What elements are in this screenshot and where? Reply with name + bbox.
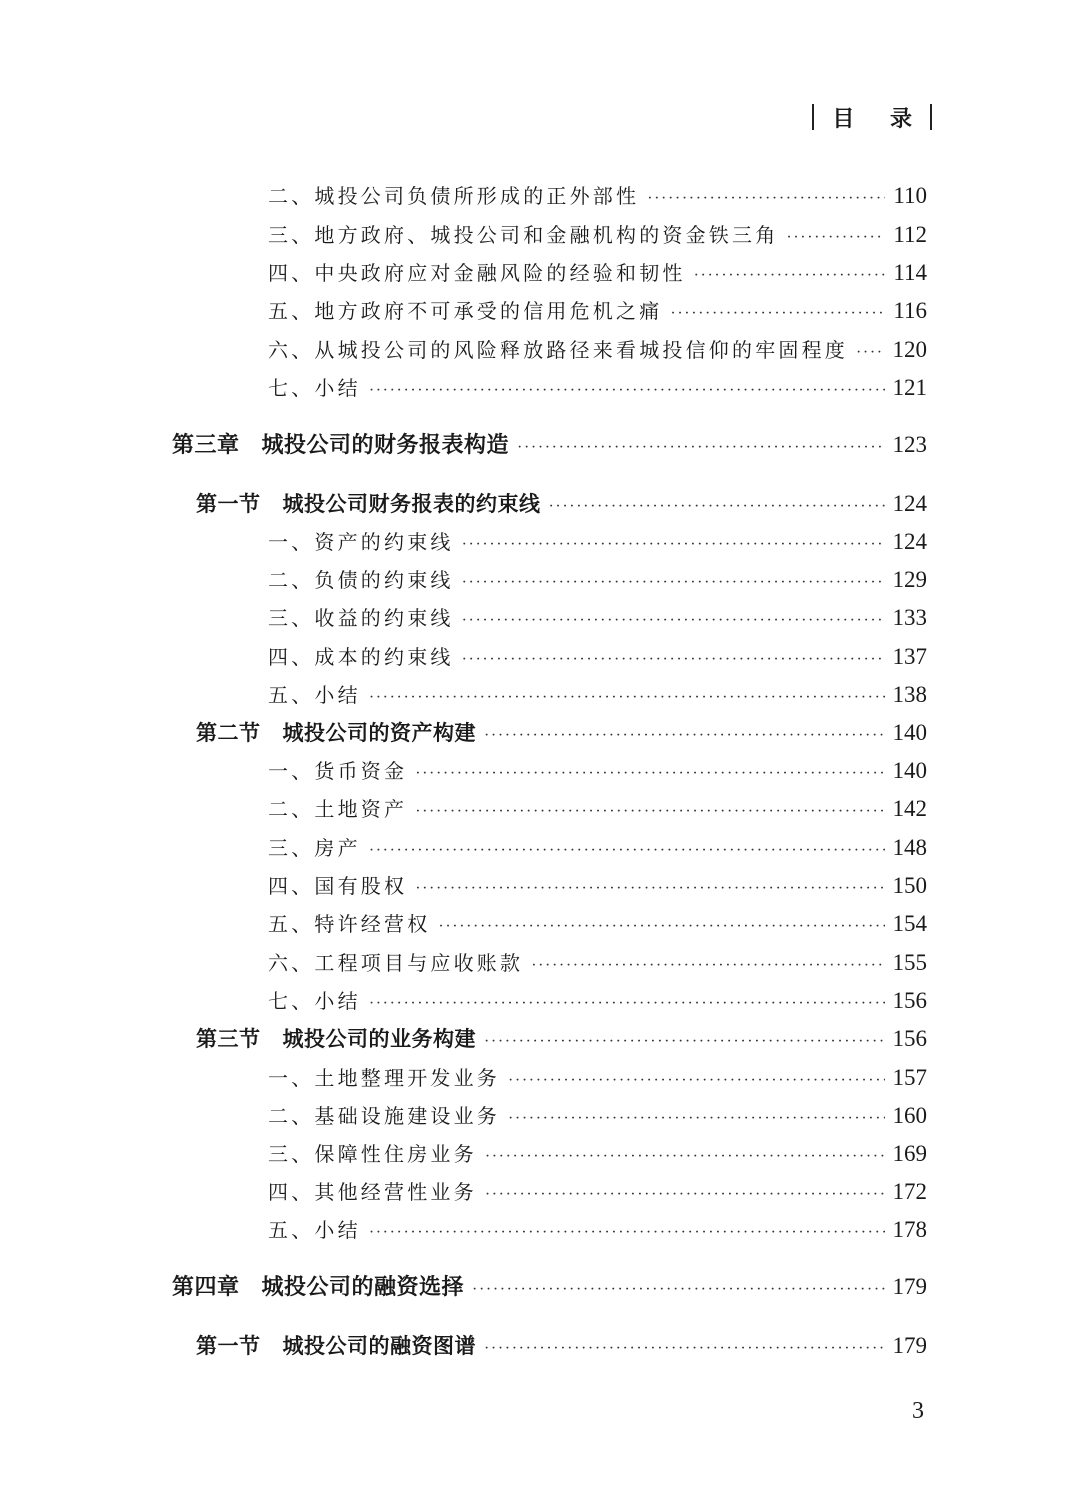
running-head-right-rule <box>930 104 932 130</box>
dot-leader <box>415 871 885 907</box>
toc-item-entry[interactable] <box>268 1060 927 1096</box>
toc-section-number: 第一节 <box>196 491 261 516</box>
toc-page-number: 116 <box>893 298 927 323</box>
toc-section-entry[interactable] <box>196 486 927 522</box>
dot-leader <box>786 220 885 256</box>
toc-item-label: 五、小结 <box>268 683 361 707</box>
toc-item-label: 一、货币资金 <box>268 759 408 783</box>
toc-section-entry[interactable] <box>196 1021 927 1057</box>
dot-leader <box>369 680 885 716</box>
dot-leader <box>415 756 885 792</box>
toc-page-number: 140 <box>892 758 927 783</box>
toc-item-label: 六、工程项目与应收账款 <box>268 951 524 975</box>
toc-item-entry[interactable] <box>268 600 927 636</box>
toc-item-entry[interactable] <box>268 639 927 675</box>
toc-section-number: 第二节 <box>196 720 261 745</box>
toc-page-number: 137 <box>892 644 927 669</box>
toc-page-number: 178 <box>892 1217 927 1242</box>
running-head <box>812 100 932 134</box>
toc-section-title: 城投公司的融资图谱 <box>282 1333 476 1358</box>
toc-item-entry[interactable] <box>268 945 927 981</box>
toc-chapter-title: 城投公司的融资选择 <box>261 1274 465 1300</box>
toc-page-number: 120 <box>892 337 927 362</box>
toc-item-entry[interactable] <box>268 1174 927 1210</box>
toc-item-label: 三、收益的约束线 <box>268 606 454 630</box>
toc-section-number: 第一节 <box>196 1333 261 1358</box>
dot-leader <box>485 1139 885 1175</box>
toc-page-number: 140 <box>892 720 927 745</box>
toc-page-number: 129 <box>892 567 927 592</box>
toc-item-entry[interactable] <box>268 868 927 904</box>
toc-item-entry[interactable] <box>268 332 927 368</box>
toc-item-entry[interactable] <box>268 293 927 329</box>
dot-leader <box>369 833 885 869</box>
toc-page-number: 112 <box>893 222 927 247</box>
dot-leader <box>485 1177 885 1213</box>
toc-page-number: 172 <box>892 1179 927 1204</box>
toc-section-heading <box>196 1021 476 1057</box>
dot-leader <box>670 296 885 332</box>
toc-item-entry[interactable] <box>268 791 927 827</box>
dot-leader <box>517 430 885 466</box>
toc-item-label: 七、小结 <box>268 989 361 1013</box>
toc-page-number: 121 <box>892 375 927 400</box>
dot-leader <box>647 181 885 217</box>
toc-page-number: 142 <box>892 796 927 821</box>
dot-leader <box>508 1101 885 1137</box>
toc-item-label: 四、成本的约束线 <box>268 645 454 669</box>
toc-item-entry[interactable] <box>268 1136 927 1172</box>
toc-page-number: 156 <box>892 1026 927 1051</box>
toc-item-label: 六、从城投公司的风险释放路径来看城投信仰的牢固程度 <box>268 338 848 362</box>
toc-item-label: 一、资产的约束线 <box>268 530 454 554</box>
dot-leader <box>531 948 885 984</box>
toc-page-number: 179 <box>892 1274 927 1299</box>
toc-section-heading <box>196 715 476 751</box>
toc-section-title: 城投公司的资产构建 <box>282 720 476 745</box>
dot-leader <box>462 565 885 601</box>
dot-leader <box>462 642 885 678</box>
toc-item-entry[interactable] <box>268 370 927 406</box>
toc-page-number: 156 <box>892 988 927 1013</box>
toc-item-entry[interactable] <box>268 753 927 789</box>
toc-item-label: 二、土地资产 <box>268 797 408 821</box>
toc-item-label: 三、保障性住房业务 <box>268 1142 477 1166</box>
dot-leader <box>508 1063 885 1099</box>
toc-section-title: 城投公司的业务构建 <box>282 1026 476 1051</box>
toc-chapter-heading <box>172 1269 464 1305</box>
toc-item-label: 二、城投公司负债所形成的正外部性 <box>268 184 640 208</box>
toc-chapter-entry[interactable] <box>172 1269 927 1305</box>
toc-page-number: 155 <box>892 950 927 975</box>
toc-section-heading <box>196 1328 476 1364</box>
toc-page-number: 160 <box>892 1103 927 1128</box>
toc-chapter-title: 城投公司的财务报表构造 <box>261 432 510 458</box>
dot-leader <box>484 1024 885 1060</box>
dot-leader <box>484 1331 885 1367</box>
toc-item-entry[interactable] <box>268 677 927 713</box>
toc-item-entry[interactable] <box>268 178 927 214</box>
toc-page-number: 169 <box>892 1141 927 1166</box>
running-head-left-rule <box>812 104 814 130</box>
toc-item-entry[interactable] <box>268 983 927 1019</box>
toc-item-label: 二、基础设施建设业务 <box>268 1104 500 1128</box>
toc-item-label: 五、地方政府不可承受的信用危机之痛 <box>268 299 663 323</box>
toc-item-label: 四、国有股权 <box>268 874 408 898</box>
dot-leader <box>462 603 885 639</box>
dot-leader <box>369 1215 885 1251</box>
toc-item-label: 五、特许经营权 <box>268 912 431 936</box>
toc-item-label: 七、小结 <box>268 376 361 400</box>
toc-chapter-heading <box>172 427 509 463</box>
dot-leader <box>415 794 885 830</box>
dot-leader <box>856 335 885 371</box>
toc-section-entry[interactable] <box>196 1328 927 1364</box>
toc-item-entry[interactable] <box>268 1098 927 1134</box>
toc-page-number: 110 <box>893 183 927 208</box>
toc-page-number: 114 <box>893 260 927 285</box>
dot-leader <box>438 909 885 945</box>
page-number: 3 <box>912 1398 924 1424</box>
dot-leader <box>484 718 885 754</box>
toc-item-entry[interactable] <box>268 524 927 560</box>
toc-section-number: 第三节 <box>196 1026 261 1051</box>
toc-item-entry[interactable] <box>268 562 927 598</box>
dot-leader <box>694 258 885 294</box>
toc-item-label: 五、小结 <box>268 1218 361 1242</box>
toc-section-heading <box>196 486 541 522</box>
toc-page-number: 157 <box>892 1065 927 1090</box>
dot-leader <box>369 986 885 1022</box>
toc-section-title: 城投公司财务报表的约束线 <box>282 491 541 516</box>
toc-chapter-number: 第三章 <box>172 432 240 458</box>
toc-item-entry[interactable] <box>268 1212 927 1248</box>
toc-item-label: 四、其他经营性业务 <box>268 1180 477 1204</box>
toc-page-number: 150 <box>892 873 927 898</box>
running-head-title: 目 录 <box>832 105 926 132</box>
toc-item-entry[interactable] <box>268 255 927 291</box>
toc-page-number: 124 <box>892 491 927 516</box>
toc-item-entry[interactable] <box>268 217 927 253</box>
toc-item-entry[interactable] <box>268 906 927 942</box>
dot-leader <box>549 489 886 525</box>
toc-page-number: 138 <box>892 682 927 707</box>
dot-leader <box>472 1272 885 1308</box>
toc-page-number: 124 <box>892 529 927 554</box>
toc-page-number: 123 <box>892 432 927 457</box>
dot-leader <box>462 527 885 563</box>
toc-page-number: 179 <box>892 1333 927 1358</box>
dot-leader <box>369 373 885 409</box>
toc-item-label: 一、土地整理开发业务 <box>268 1066 500 1090</box>
toc-item-entry[interactable] <box>268 830 927 866</box>
toc-section-entry[interactable] <box>196 715 927 751</box>
toc-page-number: 148 <box>892 835 927 860</box>
toc-item-label: 四、中央政府应对金融风险的经验和韧性 <box>268 261 686 285</box>
toc-item-label: 二、负债的约束线 <box>268 568 454 592</box>
toc-page-number: 133 <box>892 605 927 630</box>
toc-chapter-number: 第四章 <box>172 1274 240 1300</box>
toc-item-label: 三、地方政府、城投公司和金融机构的资金铁三角 <box>268 223 779 247</box>
toc-item-label: 三、房产 <box>268 836 361 860</box>
toc-chapter-entry[interactable] <box>172 427 927 463</box>
toc-page-number: 154 <box>892 911 927 936</box>
